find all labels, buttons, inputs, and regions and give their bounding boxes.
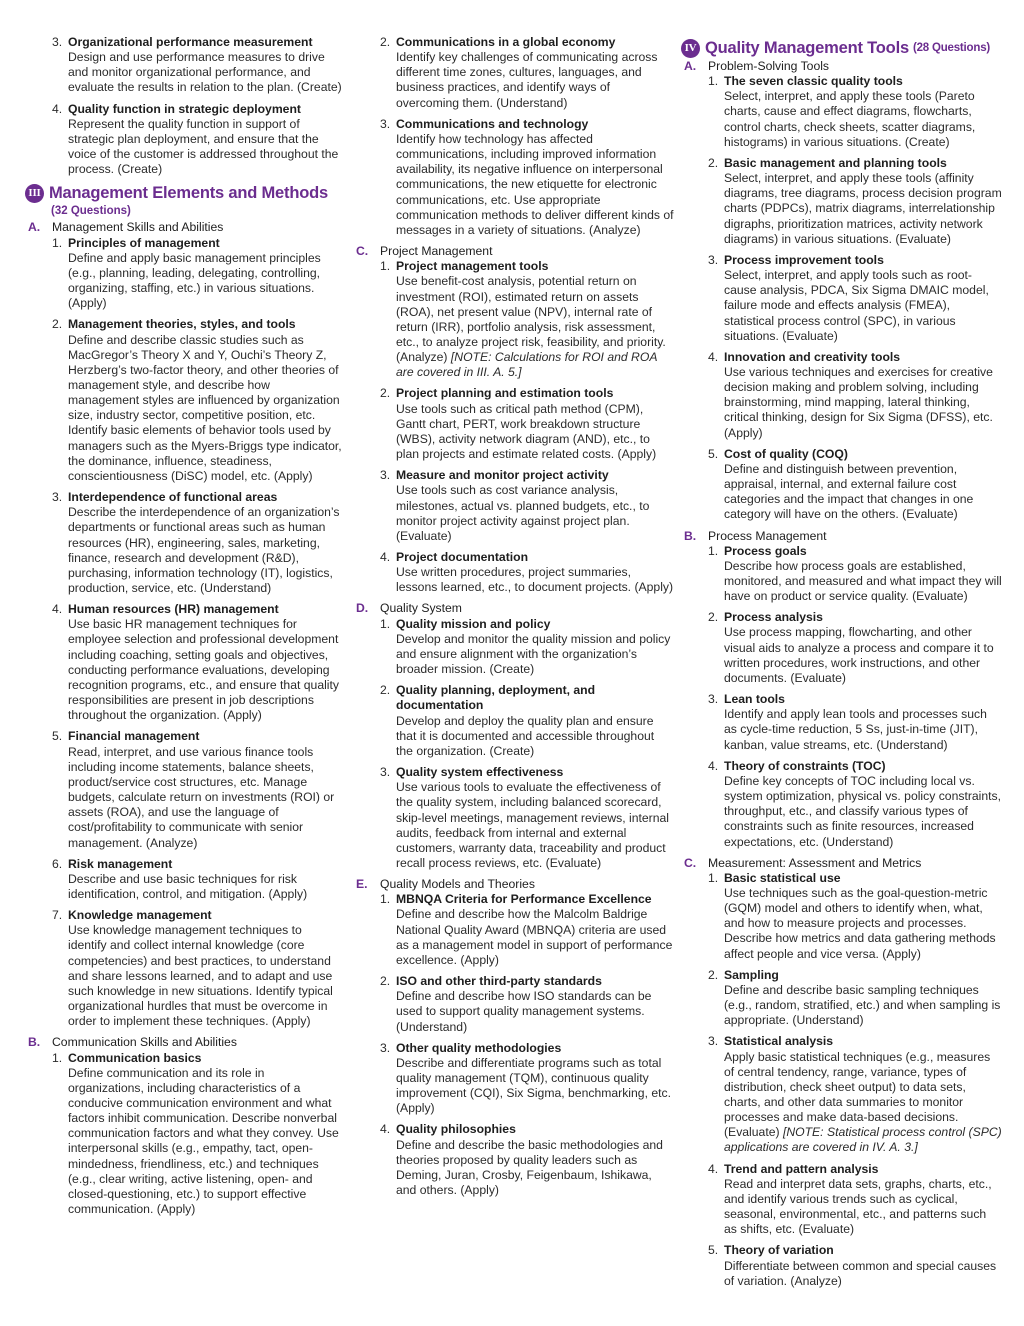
item-number: 1.	[52, 1050, 63, 1065]
item-description	[724, 983, 1002, 1028]
item-description	[396, 402, 674, 463]
subsection-heading	[28, 1035, 342, 1050]
item-description	[724, 365, 1002, 441]
item-body	[68, 602, 342, 723]
item-title: Financial management	[68, 729, 200, 744]
outline-item	[708, 447, 1002, 523]
item-description-text: Identify key challenges of communicating across different time zones, cultures, languages, and business practices, and identify ways of overcoming them. (Understand)	[396, 50, 658, 110]
item-title: Measure and monitor project activity	[396, 468, 609, 483]
item-title: Management theories, styles, and tools	[68, 317, 296, 332]
outline-item	[708, 74, 1002, 150]
outline-item	[52, 102, 342, 178]
item-title: Principles of management	[68, 235, 220, 250]
section-title: Management Elements and Methods	[49, 184, 328, 203]
item-body	[724, 1162, 1002, 1238]
item-number: 1.	[380, 259, 391, 274]
item-description	[396, 274, 674, 380]
item-body	[724, 253, 1002, 344]
item-description	[724, 89, 1002, 150]
item-number: 5.	[708, 1243, 719, 1258]
section-question-count: (32 Questions)	[51, 205, 131, 218]
item-number: 4.	[52, 602, 63, 617]
item-description	[68, 505, 342, 596]
outline-item	[52, 908, 342, 1029]
section-title: Quality Management Tools	[705, 39, 909, 57]
subsection-name: Quality Models and Theories	[380, 877, 535, 892]
item-description-text: Select, interpret, and apply tools such as root-cause analysis, PDCA, Six Sigma DMAIC model, failure mode and effects analysis (FMEA), statistical process control (SPC), in various situations. (Evaluate)	[724, 268, 989, 343]
item-number: 2.	[708, 967, 719, 982]
outline-item	[380, 1041, 674, 1117]
outline-item	[708, 350, 1002, 441]
item-number: 1.	[708, 870, 719, 885]
item-number: 4.	[708, 758, 719, 773]
item-body	[724, 759, 1002, 850]
item-title: Quality mission and policy	[396, 616, 551, 631]
item-description	[724, 1177, 1002, 1238]
item-description-text: Use benefit-cost analysis, potential return on investment (ROI), estimated return on assets (ROA), net present value (NPV), internal rate of return (IRR), portfolio analysis, risk assessment, etc., to analyze project risk, feasibility, and priority. (Analyze)	[396, 274, 666, 365]
outline-item	[708, 1034, 1002, 1155]
item-description-text: Identify how technology has affected communications, including improved information availability, its negative influence on interpersonal communications, the new etiquette for electronic communications, etc. Use appropriate communication methods to deliver different kinds of messages in a variety of situations. (Analyze)	[396, 131, 674, 237]
subsection-name: Project Management	[380, 244, 493, 259]
item-description	[396, 50, 674, 111]
item-description-text: Define and apply basic management principles (e.g., planning, leading, delegating, controlling, organizing, staffing, etc.) in various situations. (Apply)	[68, 250, 321, 311]
outline-item	[52, 602, 342, 723]
item-description-text: Define and describe how ISO standards can be used to support quality management systems. (Understand)	[396, 989, 652, 1034]
item-number: 6.	[52, 856, 63, 871]
item-number: 2.	[52, 317, 63, 332]
item-body	[396, 259, 674, 380]
item-description	[68, 117, 342, 178]
subsection-letter: C.	[356, 244, 369, 259]
outline-item	[52, 236, 342, 312]
item-body	[396, 550, 674, 595]
item-description-text: Select, interpret, and apply these tools (affinity diagrams, tree diagrams, process decision program charts (PDPCs), matrix diagrams, interrelationship digraphs, prioritization matrices, activity network diagrams) in various situations. (Evaluate)	[724, 171, 1002, 246]
item-description	[68, 333, 342, 485]
subsection-name: Process Management	[708, 528, 827, 543]
item-description-text: Use various tools to evaluate the effectiveness of the quality system, including balanced scorecard, skip-level meetings, management reviews, internal audits, feedback from internal and external customers, warranty data, traceability and product recall process reviews, etc. (Evaluate)	[396, 780, 669, 870]
item-body	[396, 117, 674, 238]
item-number: 3.	[708, 692, 719, 707]
item-description-text: Define and describe classic studies such as MacGregor’s Theory X and Y, Ouchi’s Theory Z, Herzberg’s two-factor theory, and other theories of management style, and describe how management styles are influenced by organization size, industry sector, competitive position, etc. Identify basic elements of behavior tools used by managers such as the Myers-Briggs type indicator, the dominance, influence, steadiness, conscientiousness (DiSC) model, etc. (Apply)	[68, 332, 342, 483]
item-body	[396, 765, 674, 871]
outline-item	[52, 729, 342, 850]
item-number: 4.	[380, 1122, 391, 1137]
item-description	[724, 886, 1002, 962]
subsection-letter: C.	[684, 855, 697, 870]
item-number: 2.	[380, 386, 391, 401]
item-description	[68, 872, 342, 902]
item-title: Basic management and planning tools	[724, 155, 947, 170]
item-description	[396, 565, 674, 595]
item-description-text: Describe and use basic techniques for risk identification, control, and mitigation. (Apply)	[68, 871, 308, 901]
outline-item	[380, 386, 674, 462]
item-description-text: Apply basic statistical techniques (e.g., measures of central tendency, range, variance, types of distribution, check sheet output) to data sets, charts, and other data summaries to monitor processes and make data-based decisions. (Evaluate)	[724, 1049, 991, 1140]
item-description-text: Use various techniques and exercises for creative decision making and problem solving, including brainstorming, mind mapping, lateral thinking, critical thinking, design for Six Sigma (DFSS), etc. (Apply)	[724, 364, 993, 440]
item-description-text: Identify and apply lean tools and processes such as cycle-time reduction, 5 Ss, just-in-time (JIT), kanban, value streams, etc. (Understand)	[724, 707, 987, 752]
column-left	[28, 35, 342, 1223]
item-title: Organizational performance measurement	[68, 35, 313, 49]
subsection-name: Management Skills and Abilities	[52, 220, 224, 235]
item-title: Statistical analysis	[724, 1034, 834, 1049]
item-title: ISO and other third-party standards	[396, 974, 602, 989]
outline-item	[708, 968, 1002, 1029]
outline-item	[380, 1122, 674, 1198]
subsection-name: Measurement: Assessment and Metrics	[708, 855, 922, 870]
item-number: 3.	[52, 35, 63, 49]
item-title: Human resources (HR) management	[68, 602, 279, 617]
item-number: 3.	[52, 490, 63, 505]
item-number: 4.	[52, 101, 63, 116]
item-description	[396, 780, 674, 871]
item-description	[724, 559, 1002, 604]
item-number: 3.	[380, 765, 391, 780]
item-body	[68, 908, 342, 1029]
subsection-letter: B.	[28, 1035, 41, 1050]
section-heading	[25, 183, 342, 203]
item-number: 2.	[380, 35, 391, 49]
subsection-letter: D.	[356, 601, 369, 616]
item-body	[724, 544, 1002, 605]
item-body	[396, 35, 674, 111]
item-title: Process analysis	[724, 610, 823, 625]
subsection-letter: A.	[684, 59, 697, 73]
item-description-text: Use written procedures, project summaries, lessons learned, etc., to document projects. (Apply)	[396, 565, 674, 595]
item-description	[724, 707, 1002, 752]
item-description	[68, 251, 342, 312]
outline-item	[708, 544, 1002, 605]
item-body	[396, 1122, 674, 1198]
item-number: 5.	[52, 729, 63, 744]
item-body	[724, 610, 1002, 686]
outline-item	[380, 892, 674, 968]
item-description	[396, 483, 674, 544]
outline-item	[380, 974, 674, 1035]
item-number: 3.	[380, 1040, 391, 1055]
item-title: MBNQA Criteria for Performance Excellence	[396, 892, 652, 907]
item-note: [NOTE: Calculations for ROI and ROA are covered in III. A. 5.]	[396, 350, 658, 380]
item-title: Basic statistical use	[724, 870, 841, 885]
item-title: Cost of quality (COQ)	[724, 446, 848, 461]
outline-item	[380, 550, 674, 595]
item-title: Communications and technology	[396, 116, 589, 131]
item-description	[724, 268, 1002, 344]
outline-item	[380, 683, 674, 759]
subsection-heading	[684, 856, 1002, 871]
outline-item	[380, 617, 674, 678]
outline-item	[380, 117, 674, 238]
outline-item	[52, 857, 342, 902]
item-number: 3.	[380, 468, 391, 483]
subsection-heading	[356, 244, 674, 259]
item-description-text: Describe the interdependence of an organization’s departments or functional areas such as human resources (HR), engineering, sales, marketing, finance, research and development (R&D), purchasing, information technology (IT), logistics, production, service, etc. (Understand)	[68, 505, 340, 595]
item-body	[724, 1243, 1002, 1288]
item-title: Trend and pattern analysis	[724, 1161, 879, 1176]
outline-item	[380, 259, 674, 380]
item-description-text: Define and describe how the Malcolm Baldrige National Quality Award (MBNQA) criteria are used as a management model in support of performance excellence. (Apply)	[396, 907, 673, 967]
subsection-heading	[28, 220, 342, 235]
item-title: Lean tools	[724, 692, 785, 707]
item-number: 3.	[708, 1034, 719, 1049]
item-description	[68, 1066, 342, 1218]
item-title: Innovation and creativity tools	[724, 349, 901, 364]
item-title: Project documentation	[396, 550, 529, 564]
item-title: Quality philosophies	[396, 1122, 516, 1137]
item-description	[68, 50, 342, 95]
item-body	[396, 892, 674, 968]
item-description-text: Use basic HR management techniques for employee selection and professional development including coaching, setting goals and objectives, conducting performance evaluations, developing recognition programs, etc., and ensure that quality responsibilities are present in job descriptions throughout the organization. (Apply)	[68, 617, 339, 723]
outline-item	[708, 253, 1002, 344]
item-number: 5.	[708, 446, 719, 461]
column-middle	[356, 35, 674, 1204]
item-body	[68, 35, 342, 96]
item-description	[396, 1056, 674, 1117]
item-title: Project planning and estimation tools	[396, 386, 614, 401]
item-body	[68, 729, 342, 850]
subsection-heading	[356, 877, 674, 892]
item-title: Communications in a global economy	[396, 35, 616, 49]
item-description-text: Use techniques such as the goal-question-metric (GQM) model and others to identify when, what, and how to measure projects and processes. Describe how metrics and data gathering methods affect people and vice versa. (Apply)	[724, 885, 996, 961]
item-description	[724, 171, 1002, 247]
item-description-text: Describe how process goals are established, monitored, and measured and what impact they will have on product or service quality. (Evaluate)	[724, 558, 1002, 604]
item-body	[724, 74, 1002, 150]
item-title: Risk management	[68, 856, 173, 871]
item-description	[724, 462, 1002, 523]
outline-item	[708, 156, 1002, 247]
item-title: Theory of variation	[724, 1243, 834, 1258]
item-description-text: Define and distinguish between prevention, appraisal, internal, and external failure cost categories and the impact that changes in one category will have on the others. (Evaluate)	[724, 461, 974, 522]
item-number: 3.	[380, 116, 391, 131]
section-heading	[681, 38, 1002, 58]
item-number: 1.	[380, 892, 391, 907]
item-description	[396, 907, 674, 968]
item-title: Interdependence of functional areas	[68, 490, 278, 505]
item-body	[396, 468, 674, 544]
item-description-text: Develop and deploy the quality plan and ensure that it is documented and accessible throughout the organization. (Create)	[396, 713, 655, 758]
outline-item	[380, 468, 674, 544]
subsection-letter: E.	[356, 877, 368, 892]
item-number: 1.	[708, 543, 719, 558]
item-description	[724, 625, 1002, 686]
outline-item	[52, 35, 342, 96]
item-number: 2.	[380, 974, 391, 989]
item-title: Theory of constraints (TOC)	[724, 758, 886, 773]
outline-item	[52, 490, 342, 596]
outline-item	[708, 1243, 1002, 1288]
item-title: Sampling	[724, 967, 779, 982]
item-number: 2.	[380, 683, 391, 698]
item-description-text: Differentiate between common and special causes of variation. (Analyze)	[724, 1258, 997, 1288]
item-description	[396, 1138, 674, 1199]
item-description-text: Define and describe the basic methodologies and theories proposed by quality leaders such as Deming, Juran, Crosby, Feigenbaum, Ishikawa, and others. (Apply)	[396, 1137, 663, 1198]
item-number: 4.	[708, 1161, 719, 1176]
section-number-badge: IV	[681, 39, 700, 58]
item-number: 3.	[708, 252, 719, 267]
item-description-text: Describe and differentiate programs such as total quality management (TQM), continuous quality improvement (CQI), Six Sigma, benchmarking, etc. (Apply)	[396, 1055, 671, 1116]
item-body	[724, 968, 1002, 1029]
item-body	[396, 683, 674, 759]
item-description-text: Define key concepts of TOC including local vs. system optimization, physical vs. policy constraints, throughput, etc., and classify various types of constraints such as finite resources, increased expectations, etc. (Understand)	[724, 773, 1002, 849]
subsection-heading	[684, 59, 1002, 74]
item-title: Quality system effectiveness	[396, 765, 564, 780]
item-number: 1.	[380, 616, 391, 631]
item-body	[396, 1041, 674, 1117]
item-title: Quality planning, deployment, and documentation	[396, 683, 596, 713]
subsection-letter: B.	[684, 528, 697, 543]
item-description	[724, 1259, 1002, 1289]
item-body	[396, 617, 674, 678]
item-body	[68, 317, 342, 484]
item-body	[68, 857, 342, 902]
item-description	[396, 632, 674, 677]
item-title: Project management tools	[396, 259, 549, 274]
item-number: 7.	[52, 908, 63, 923]
item-description	[396, 132, 674, 238]
subsection-heading	[356, 601, 674, 616]
item-body	[724, 447, 1002, 523]
outline-item	[708, 610, 1002, 686]
item-body	[724, 692, 1002, 753]
item-description	[68, 745, 342, 851]
item-description	[396, 989, 674, 1034]
subsection-name: Communication Skills and Abilities	[52, 1035, 237, 1050]
item-description	[724, 1050, 1002, 1156]
item-body	[724, 156, 1002, 247]
item-description-text: Use tools such as critical path method (CPM), Gantt chart, PERT, work breakdown structure (WBS), activity network diagram (AND), etc., to plan projects and estimate related costs. (Apply)	[396, 401, 657, 462]
item-body	[68, 1051, 342, 1218]
outline-item	[708, 1162, 1002, 1238]
item-body	[68, 102, 342, 178]
section-question-count: (28 Questions)	[912, 42, 991, 54]
item-description-text: Develop and monitor the quality mission and policy and ensure alignment with the organization’s broader mission. (Create)	[396, 631, 671, 677]
item-description	[68, 617, 342, 723]
item-body	[396, 386, 674, 462]
item-description-text: Use process mapping, flowcharting, and other visual aids to analyze a process and compare it to written procedures, work instructions, and other documents. (Evaluate)	[724, 625, 994, 685]
item-description-text: Use tools such as cost variance analysis, milestones, actual vs. planned budgets, etc., to monitor project activity against project plan. (Evaluate)	[396, 483, 650, 543]
item-description	[724, 774, 1002, 850]
item-title: Process improvement tools	[724, 252, 884, 267]
item-description-text: Use knowledge management techniques to identify and collect internal knowledge (core competencies) and best practices, to understand and share lessons learned, and to adapt and use such knowledge in new situations. Identify typical organizational hurdles that must be overcome in order to implement these techniques. (Apply)	[68, 923, 333, 1029]
item-description-text: Read, interpret, and use various finance tools including income statements, balance sheets, product/service cost structures, etc. Manage budgets, calculate return on investments (ROI) or assets (ROA), and use the language of cost/profitability to communicate with senior management. (Analyze)	[68, 744, 335, 850]
item-number: 1.	[708, 74, 719, 89]
column-right	[684, 35, 1002, 1295]
item-description-text: Represent the quality function in support of strategic plan deployment, and ensure that the voice of the customer is addressed throughout the process. (Create)	[68, 116, 339, 177]
outline-item	[708, 692, 1002, 753]
item-description-text: Define communication and its role in organizations, including characteristics of a conducive communication environment and what factors inhibit communication. Describe nonverbal communication factors and what they convey. Use interpersonal skills (e.g., empathy, tact, open-mindedness, friendliness, etc.) and techniques (e.g., clear writing, active listening, open- and closed-questioning, etc.) to support effective communication. (Apply)	[68, 1065, 339, 1217]
item-note: [NOTE: Statistical process control (SPC) applications are covered in IV. A. 3.]	[724, 1125, 1002, 1155]
outline-item	[380, 765, 674, 871]
item-body	[724, 350, 1002, 441]
item-description	[396, 714, 674, 759]
item-title: Other quality methodologies	[396, 1040, 562, 1055]
subsection-name: Problem-Solving Tools	[708, 59, 830, 73]
item-body	[396, 974, 674, 1035]
item-description-text: Define and describe basic sampling techniques (e.g., random, stratified, etc.) and when sampling is appropriate. (Understand)	[724, 982, 1001, 1028]
item-description-text: Select, interpret, and apply these tools (Pareto charts, cause and effect diagrams, flowcharts, control charts, check sheets, scatter diagrams, histograms) in various situations. (Create)	[724, 89, 976, 149]
item-body	[68, 490, 342, 596]
item-number: 2.	[708, 610, 719, 625]
item-body	[724, 1034, 1002, 1155]
item-title: Communication basics	[68, 1050, 202, 1065]
item-number: 1.	[52, 235, 63, 250]
section-number-badge: III	[25, 184, 44, 203]
subsection-heading	[684, 529, 1002, 544]
outline-item	[708, 759, 1002, 850]
item-title: Quality function in strategic deployment	[68, 101, 301, 116]
item-number: 4.	[708, 349, 719, 364]
item-description-text: Design and use performance measures to drive and monitor organizational performance, and evaluate the results in relation to the plan. (Create)	[68, 50, 342, 95]
item-description	[68, 923, 342, 1029]
item-number: 4.	[380, 550, 391, 564]
outline-item	[708, 871, 1002, 962]
item-title: Knowledge management	[68, 908, 212, 923]
item-number: 2.	[708, 155, 719, 170]
item-title: Process goals	[724, 543, 807, 558]
subsection-letter: A.	[28, 220, 41, 235]
outline-item	[52, 1051, 342, 1218]
subsection-name: Quality System	[380, 601, 462, 616]
item-title: The seven classic quality tools	[724, 74, 903, 89]
outline-item	[380, 35, 674, 111]
item-description-text: Read and interpret data sets, graphs, charts, etc., and identify various trends such as cyclical, seasonal, environmental, etc., and patterns such as shifts, etc. (Evaluate)	[724, 1176, 992, 1237]
item-body	[68, 236, 342, 312]
outline-item	[52, 317, 342, 484]
item-body	[724, 871, 1002, 962]
